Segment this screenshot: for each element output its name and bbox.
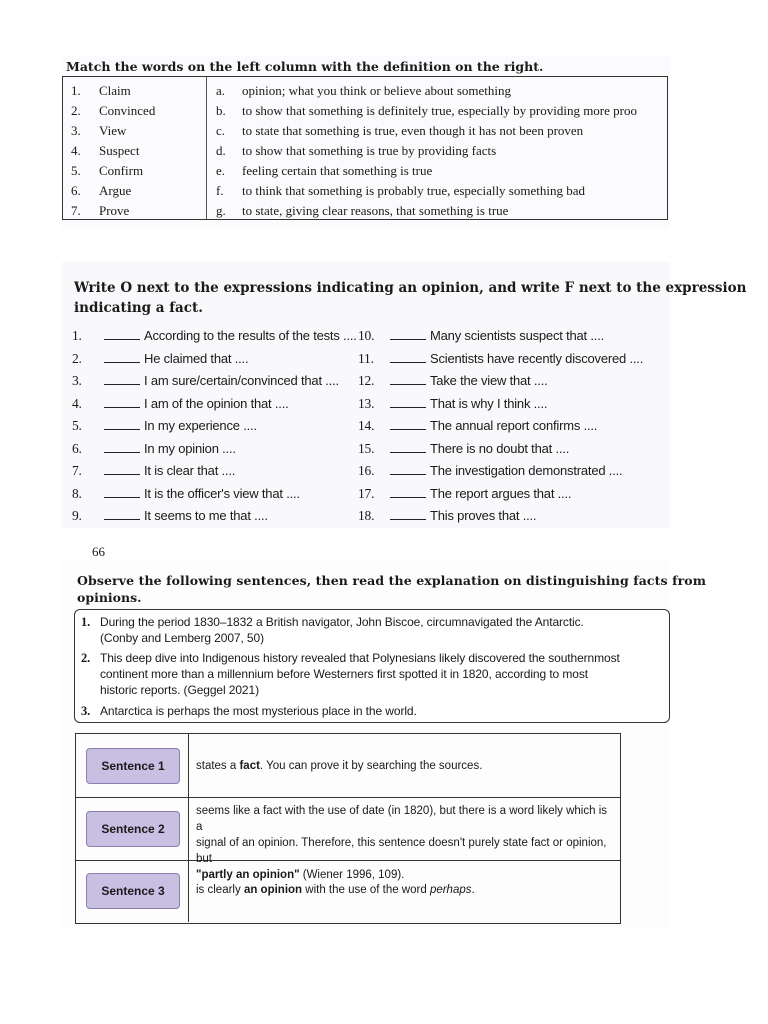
expression-item: 12. Take the view that .... xyxy=(358,373,548,388)
definition-item: e. feeling certain that something is true xyxy=(216,163,433,178)
exercise-title-line2: indicating a fact. xyxy=(74,300,203,316)
expression-item: 9. It seems to me that .... xyxy=(72,508,268,523)
definition-item: f. to think that something is probably true, especially something bad xyxy=(216,183,585,198)
answer-blank[interactable] xyxy=(104,352,140,363)
definition-text: feeling certain that something is true xyxy=(242,163,433,178)
word-text: Suspect xyxy=(99,143,140,158)
word-item: 4. Suspect xyxy=(71,143,140,158)
word-item: 5. Confirm xyxy=(71,163,144,178)
answer-blank[interactable] xyxy=(390,374,426,385)
definition-item: g. to state, giving clear reasons, that something is true xyxy=(216,203,509,218)
definition-text: to show that something is definitely true, especially by providing more proo xyxy=(242,103,637,118)
answer-blank[interactable] xyxy=(390,487,426,498)
word-text: Prove xyxy=(99,203,130,218)
answer-blank[interactable] xyxy=(104,329,140,340)
exercise-title-line1: Write O next to the expressions indicating an opinion, and write F next to the expression xyxy=(74,280,747,296)
answer-blank[interactable] xyxy=(104,509,140,520)
expression-item: 1. According to the results of the tests .... xyxy=(72,328,357,343)
expression-item: 18. This proves that .... xyxy=(358,508,537,523)
expression-text: It seems to me that .... xyxy=(144,508,268,523)
expression-text: The report argues that .... xyxy=(430,485,572,501)
expression-item: 7. It is clear that .... xyxy=(72,463,236,478)
expression-text: There is no doubt that .... xyxy=(430,440,570,456)
answer-blank[interactable] xyxy=(390,329,426,340)
word-item: 6. Argue xyxy=(71,183,132,198)
explanation-text: is clearly an opinion with the use of the word perhaps. xyxy=(196,884,475,896)
definition-text: to show that something is true by providing facts xyxy=(242,143,497,158)
sentence-3 xyxy=(81,703,417,719)
answer-blank[interactable] xyxy=(104,374,140,385)
sentence-1 xyxy=(81,614,584,646)
definition-item: b. to show that something is definitely true, especially by providing more proo xyxy=(216,103,637,118)
answer-blank[interactable] xyxy=(104,487,140,498)
expression-item: 6. In my opinion .... xyxy=(72,440,236,456)
expression-item: 13. That is why I think .... xyxy=(358,395,548,411)
expression-item: 2. He claimed that .... xyxy=(72,350,249,366)
table-row xyxy=(76,860,620,922)
explanation-text: states a fact. You can prove it by searching the sources. xyxy=(196,760,483,772)
answer-blank[interactable] xyxy=(104,464,140,475)
opinion-fact-exercise xyxy=(62,262,747,528)
word-text: Confirm xyxy=(99,163,144,178)
word-item: 7. Prove xyxy=(71,203,130,218)
sentences-box xyxy=(74,609,670,723)
definition-item: a. opinion; what you think or believe about something xyxy=(216,83,511,98)
word-text: Claim xyxy=(99,83,131,98)
sentence-number: 2. xyxy=(81,651,91,665)
answer-blank[interactable] xyxy=(390,464,426,475)
expression-text: This proves that .... xyxy=(430,508,537,523)
word-item: 2. Convinced xyxy=(71,103,156,118)
matching-table xyxy=(62,76,668,220)
definition-text: opinion; what you think or believe about something xyxy=(242,83,511,98)
expression-item: 5. In my experience .... xyxy=(72,418,257,433)
answer-blank[interactable] xyxy=(390,397,426,408)
expression-text: The investigation demonstrated .... xyxy=(430,463,623,478)
expression-item: 10. Many scientists suspect that .... xyxy=(358,328,605,343)
sentence-number: 1. xyxy=(81,615,91,629)
sentence-line: historic reports. (Geggel 2021) xyxy=(100,683,259,697)
expression-item: 14. The annual report confirms .... xyxy=(358,418,598,433)
sentence-line: Antarctica is perhaps the most mysterious place in the world. xyxy=(100,704,417,718)
definition-text: to state, giving clear reasons, that something is true xyxy=(242,203,509,218)
observe-title-line1: Observe the following sentences, then read the explanation on distinguishing facts from xyxy=(77,573,707,588)
observe-title-line2: opinions. xyxy=(77,590,142,605)
sentence-line: During the period 1830–1832 a British navigator, John Biscoe, circumnavigated the Antarctic. xyxy=(100,615,584,629)
sentence-label: Sentence 3 xyxy=(86,873,180,909)
word-text: Argue xyxy=(99,183,132,198)
answer-blank[interactable] xyxy=(390,509,426,520)
expression-text: Many scientists suspect that .... xyxy=(430,328,605,343)
expression-item: 4. I am of the opinion that .... xyxy=(72,395,289,411)
expression-text: In my opinion .... xyxy=(144,440,236,456)
answer-blank[interactable] xyxy=(104,442,140,453)
expression-item: 17. The report argues that .... xyxy=(358,485,572,501)
sentence-number: 3. xyxy=(81,704,91,718)
sentence-line: (Conby and Lemberg 2007, 50) xyxy=(100,631,264,645)
expression-item: 3. I am sure/certain/convinced that .... xyxy=(72,373,339,388)
word-item: 3. View xyxy=(71,123,127,138)
expression-item: 11. Scientists have recently discovered .... xyxy=(358,350,644,366)
expression-text: I am sure/certain/convinced that .... xyxy=(144,373,339,388)
word-item: 1. Claim xyxy=(71,83,131,98)
sentence-label: Sentence 2 xyxy=(86,811,180,847)
expression-text: The annual report confirms .... xyxy=(430,418,598,433)
answer-blank[interactable] xyxy=(104,419,140,430)
expression-item: 16. The investigation demonstrated .... xyxy=(358,463,623,478)
expression-item: 8. It is the officer's view that .... xyxy=(72,485,300,501)
answer-blank[interactable] xyxy=(390,352,426,363)
word-text: View xyxy=(99,123,127,138)
sentence-line: continent more than a millennium before Westerners first spotted it in 1820, according to most xyxy=(100,667,588,681)
sentence-line: This deep dive into Indigenous history revealed that Polynesians likely discovered the southernmost xyxy=(100,651,620,665)
explanation-table xyxy=(75,733,621,924)
expression-item: 15. There is no doubt that .... xyxy=(358,440,570,456)
definition-item: c. to state that something is true, even though it has not been proven xyxy=(216,123,584,138)
expression-text: Take the view that .... xyxy=(430,373,548,388)
matching-title: Match the words on the left column with the definition on the right. xyxy=(66,59,544,74)
table-row xyxy=(76,797,620,881)
column-divider xyxy=(206,77,207,219)
expression-text: Scientists have recently discovered .... xyxy=(430,350,644,366)
table-row xyxy=(76,734,620,798)
definition-text: to think that something is probably true, especially something bad xyxy=(242,183,585,198)
sentence-label: Sentence 1 xyxy=(86,748,180,784)
page-number: 66 xyxy=(92,544,105,559)
expression-text: He claimed that .... xyxy=(144,350,249,366)
observe-section xyxy=(62,560,707,928)
matching-exercise xyxy=(62,56,670,228)
word-text: Convinced xyxy=(99,103,156,118)
answer-blank[interactable] xyxy=(104,397,140,408)
expression-text: I am of the opinion that .... xyxy=(144,395,289,411)
expression-text: It is clear that .... xyxy=(144,463,236,478)
definition-item: d. to show that something is true by providing facts xyxy=(216,143,497,158)
definition-text: to state that something is true, even though it has not been proven xyxy=(242,123,584,138)
expression-text: In my experience .... xyxy=(144,418,257,433)
expression-text: According to the results of the tests .... xyxy=(144,328,357,343)
explanation-text: seems like a fact with the use of date (in 1820), but there is a word likely which is a signal of an opinion. Therefore, this sentence doesn't purely state fact or opinion, but "partly an opinion" (Wiener 1996, 109). xyxy=(196,805,608,881)
expression-text: That is why I think .... xyxy=(430,395,548,411)
expression-text: It is the officer's view that .... xyxy=(144,485,300,501)
sentence-2 xyxy=(81,650,620,698)
answer-blank[interactable] xyxy=(390,442,426,453)
answer-blank[interactable] xyxy=(390,419,426,430)
